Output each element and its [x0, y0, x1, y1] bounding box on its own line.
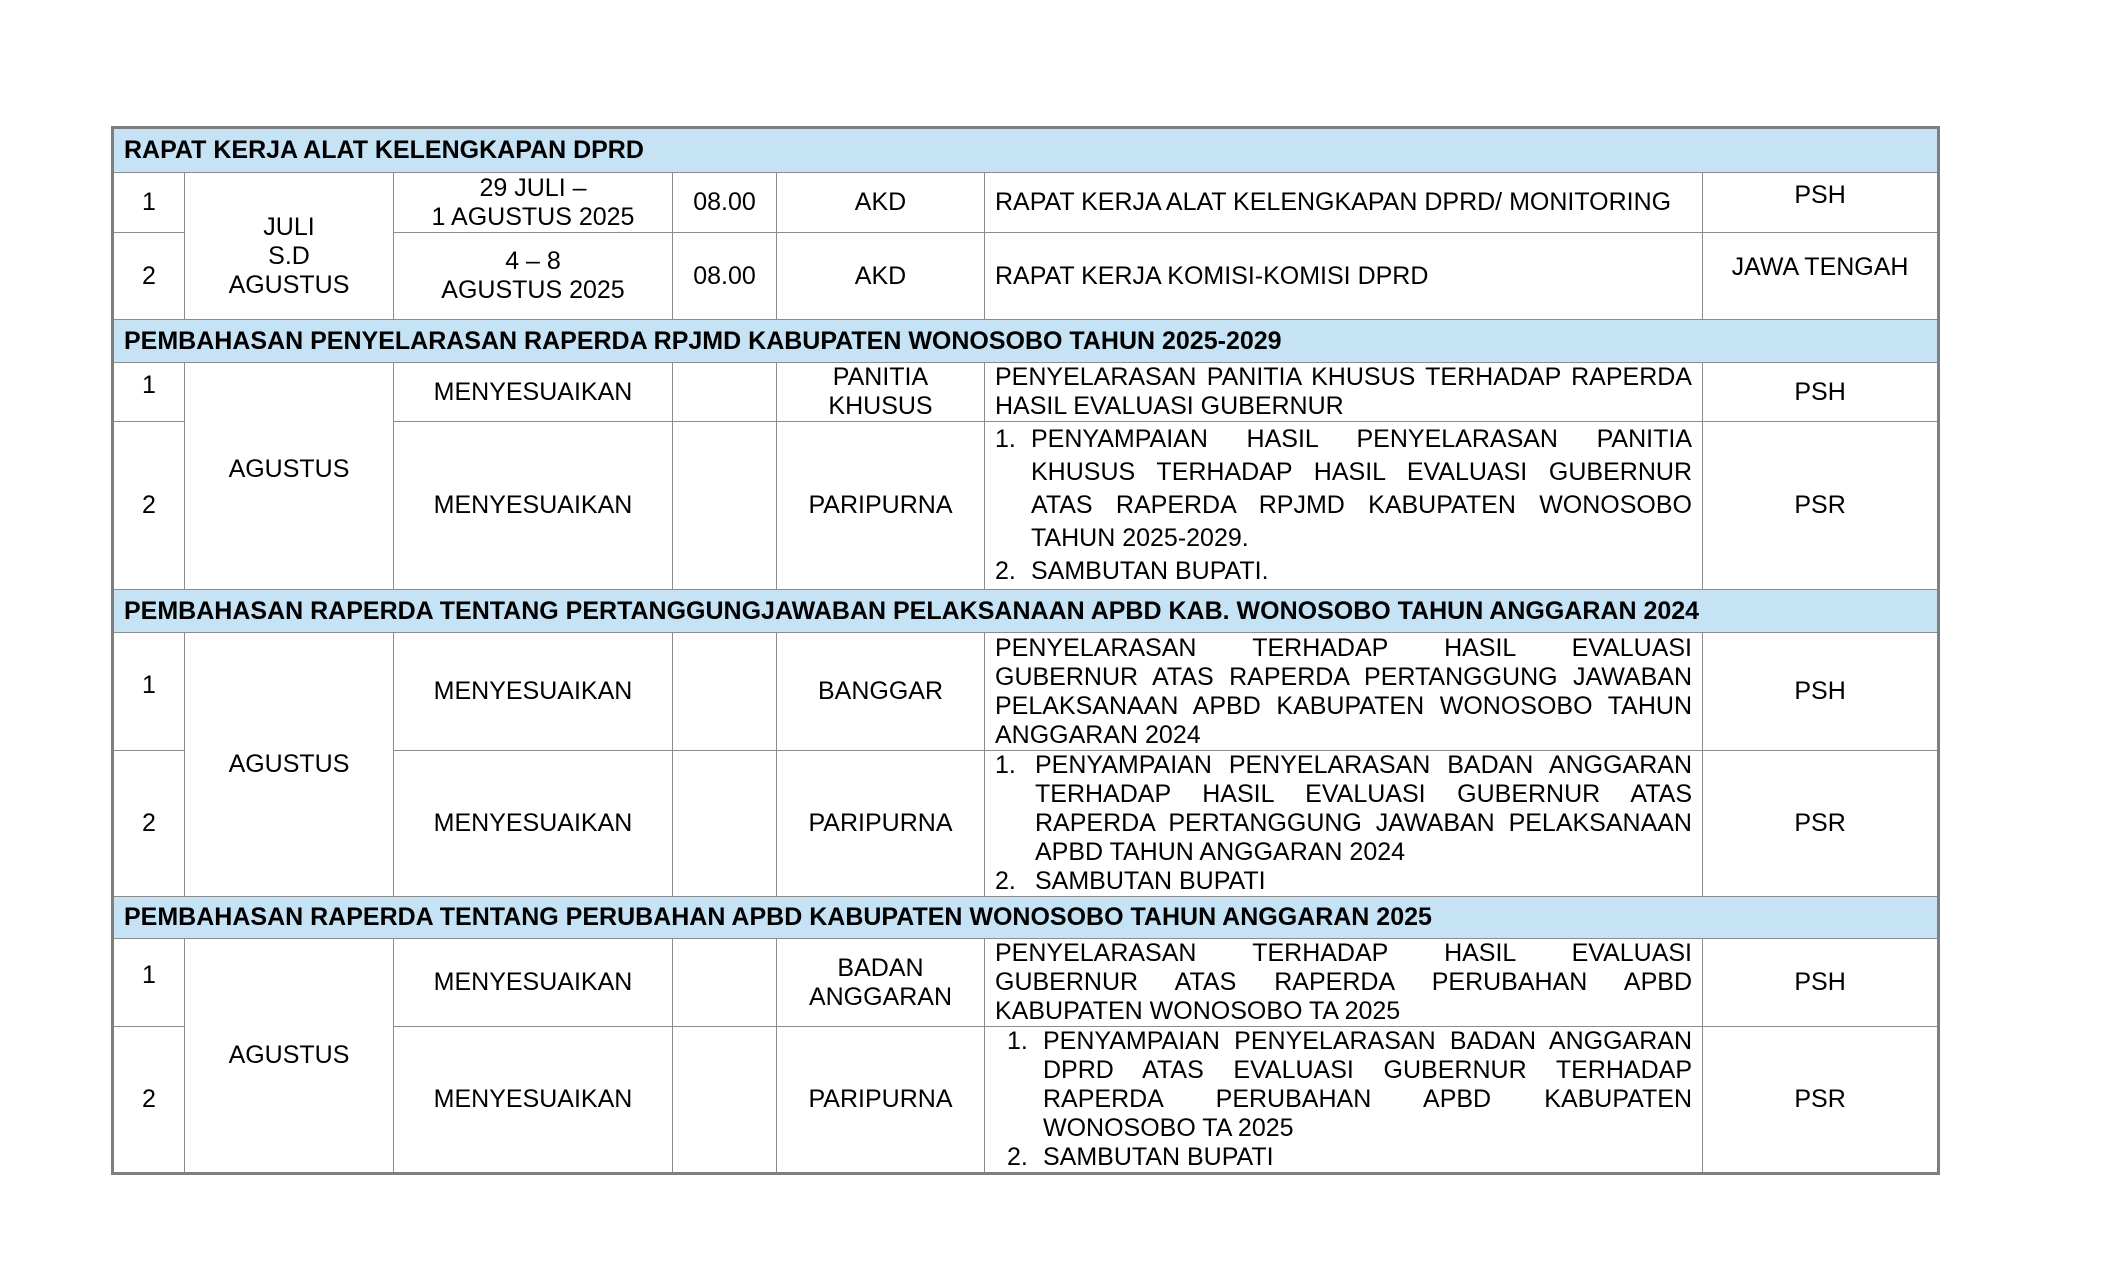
time-cell: 08.00 — [673, 173, 777, 233]
place-cell: PSH — [1703, 939, 1939, 1027]
unit-cell: AKD — [777, 233, 985, 320]
row-number: 1 — [113, 939, 185, 1027]
table-row — [113, 633, 1939, 751]
date-cell: MENYESUAIKAN — [394, 363, 673, 422]
table-row — [113, 173, 1939, 233]
place-cell: PSR — [1703, 1027, 1939, 1174]
table-row — [113, 939, 1939, 1027]
list-item: 1. PENYAMPAIAN PENYELARASAN BADAN ANGGARAN TERHADAP HASIL EVALUASI GUBERNUR ATAS RAPERDA PERTANGGUNG JAWABAN PELAKSANAAN APBD TAHUN ANGGARAN 2024 — [995, 751, 1692, 866]
time-cell — [673, 1027, 777, 1174]
row-number: 1 — [113, 633, 185, 751]
list-item: 1. PENYAMPAIAN HASIL PENYELARASAN PANITIA KHUSUS TERHADAP HASIL EVALUASI GUBERNUR ATAS RAPERDA RPJMD KABUPATEN WONOSOBO TAHUN 2025-2029. — [995, 425, 1692, 552]
row-number: 2 — [113, 422, 185, 590]
date-cell: MENYESUAIKAN — [394, 1027, 673, 1174]
time-cell: 08.00 — [673, 233, 777, 320]
activity-cell: PENYELARASAN TERHADAP HASIL EVALUASI GUBERNUR ATAS RAPERDA PERUBAHAN APBD KABUPATEN WONOSOBO TA 2025 — [985, 939, 1703, 1027]
date-cell: MENYESUAIKAN — [394, 422, 673, 590]
place-cell: PSR — [1703, 751, 1939, 897]
activity-cell: PENYELARASAN PANITIA KHUSUS TERHADAP RAPERDA HASIL EVALUASI GUBERNUR — [985, 363, 1703, 422]
unit-cell: PARIPURNA — [777, 422, 985, 590]
activity-cell: RAPAT KERJA ALAT KELENGKAPAN DPRD/ MONITORING — [985, 173, 1703, 233]
time-cell — [673, 422, 777, 590]
row-number: 2 — [113, 1027, 185, 1174]
date-cell: MENYESUAIKAN — [394, 751, 673, 897]
activity-list — [995, 423, 1692, 588]
row-number: 2 — [113, 233, 185, 320]
activity-cell: PENYELARASAN TERHADAP HASIL EVALUASI GUBERNUR ATAS RAPERDA PERTANGGUNG JAWABAN PELAKSANAAN APBD KABUPATEN WONOSOBO TAHUN ANGGARAN 2024 — [985, 633, 1703, 751]
section-title: RAPAT KERJA ALAT KELENGKAPAN DPRD — [113, 128, 1939, 173]
place-cell: PSH — [1703, 363, 1939, 422]
section-header-row — [113, 320, 1939, 363]
date-cell: 4 – 8 AGUSTUS 2025 — [394, 233, 673, 320]
place-cell: PSR — [1703, 422, 1939, 590]
list-item: 2. SAMBUTAN BUPATI — [1007, 1143, 1274, 1171]
unit-cell: PARIPURNA — [777, 1027, 985, 1174]
unit-cell: BANGGAR — [777, 633, 985, 751]
period-cell: AGUSTUS — [185, 363, 394, 590]
section-title: PEMBAHASAN RAPERDA TENTANG PERTANGGUNGJAWABAN PELAKSANAAN APBD KAB. WONOSOBO TAHUN ANGGARAN 2024 — [113, 590, 1939, 633]
unit-cell: PARIPURNA — [777, 751, 985, 897]
activity-list — [995, 1027, 1692, 1172]
page — [111, 126, 1937, 1175]
date-cell: MENYESUAIKAN — [394, 939, 673, 1027]
date-cell: 29 JULI – 1 AGUSTUS 2025 — [394, 173, 673, 233]
list-item: 2. SAMBUTAN BUPATI — [995, 867, 1266, 895]
time-cell — [673, 633, 777, 751]
table-row — [113, 363, 1939, 422]
section-title: PEMBAHASAN PENYELARASAN RAPERDA RPJMD KABUPATEN WONOSOBO TAHUN 2025-2029 — [113, 320, 1939, 363]
row-number: 1 — [113, 173, 185, 233]
place-cell: JAWA TENGAH — [1703, 233, 1939, 320]
time-cell — [673, 363, 777, 422]
period-cell: AGUSTUS — [185, 939, 394, 1174]
section-header-row — [113, 897, 1939, 939]
time-cell — [673, 939, 777, 1027]
activity-cell — [985, 422, 1703, 590]
unit-cell: AKD — [777, 173, 985, 233]
section-header-row — [113, 128, 1939, 173]
row-number: 1 — [113, 363, 185, 422]
section-header-row — [113, 590, 1939, 633]
activity-cell — [985, 1027, 1703, 1174]
list-item: 2. SAMBUTAN BUPATI. — [995, 557, 1269, 585]
row-number: 2 — [113, 751, 185, 897]
activity-list — [995, 751, 1692, 896]
unit-cell: BADAN ANGGARAN — [777, 939, 985, 1027]
unit-cell: PANITIA KHUSUS — [777, 363, 985, 422]
activity-cell: RAPAT KERJA KOMISI-KOMISI DPRD — [985, 233, 1703, 320]
schedule-table — [111, 126, 1940, 1175]
period-cell: JULI S.D AGUSTUS — [185, 173, 394, 320]
period-cell: AGUSTUS — [185, 633, 394, 897]
place-cell: PSH — [1703, 173, 1939, 233]
place-cell: PSH — [1703, 633, 1939, 751]
time-cell — [673, 751, 777, 897]
section-title: PEMBAHASAN RAPERDA TENTANG PERUBAHAN APBD KABUPATEN WONOSOBO TAHUN ANGGARAN 2025 — [113, 897, 1939, 939]
list-item: 1. PENYAMPAIAN PENYELARASAN BADAN ANGGARAN DPRD ATAS EVALUASI GUBERNUR TERHADAP RAPERDA PERUBAHAN APBD KABUPATEN WONOSOBO TA 2025 — [1007, 1027, 1692, 1142]
activity-cell — [985, 751, 1703, 897]
date-cell: MENYESUAIKAN — [394, 633, 673, 751]
